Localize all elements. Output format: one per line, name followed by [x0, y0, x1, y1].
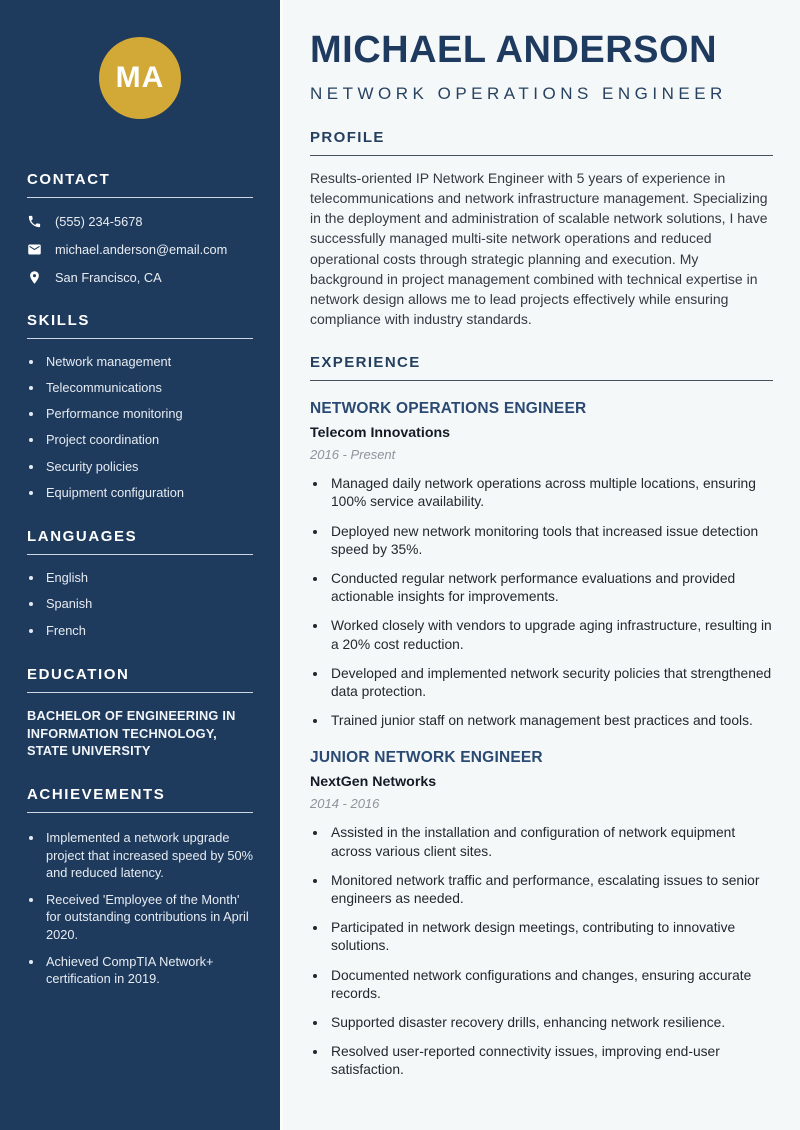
- job-bullet: • Supported disaster recovery drills, enhancing network resilience.: [328, 1014, 773, 1032]
- skill-item: • Project coordination: [44, 432, 253, 449]
- job-bullet-list: [328, 475, 773, 730]
- divider: [27, 338, 253, 339]
- email-value: michael.anderson@email.com: [55, 242, 228, 257]
- skill-item: • Equipment configuration: [44, 485, 253, 502]
- job-company: Telecom Innovations: [310, 425, 451, 442]
- achievement-item: • Received 'Employee of the Month' for outstanding contributions in April 2020.: [44, 891, 253, 943]
- divider: [310, 155, 773, 156]
- divider: [27, 692, 253, 693]
- achievements-section-title: ACHIEVEMENTS: [27, 786, 166, 804]
- experience-section: [310, 354, 773, 1079]
- job-dates: 2016 - Present: [310, 447, 396, 463]
- contact-row-location: [27, 270, 253, 285]
- skill-item: • Performance monitoring: [44, 406, 253, 423]
- job-bullet: • Deployed new network monitoring tools that increased issue detection speed by 35%.: [328, 523, 773, 559]
- job-bullet-list: [328, 824, 773, 1079]
- avatar: [99, 37, 181, 119]
- location-value: San Francisco, CA: [55, 270, 162, 285]
- job-bullet: • Managed daily network operations across multiple locations, ensuring 100% service availability.: [328, 475, 773, 511]
- skills-list: [44, 354, 253, 501]
- education-degree: BACHELOR OF ENGINEERING IN INFORMATION TECHNOLOGY, STATE UNIVERSITY: [27, 708, 236, 758]
- education-section-title: EDUCATION: [27, 666, 130, 684]
- achievements-list: [44, 829, 253, 987]
- sidebar: [0, 0, 283, 1130]
- job-role: NETWORK OPERATIONS ENGINEER: [310, 400, 587, 418]
- language-item: • Spanish: [44, 596, 253, 613]
- job-role: JUNIOR NETWORK ENGINEER: [310, 749, 543, 767]
- job-bullet: • Monitored network traffic and performance, escalating issues to senior engineers as needed.: [328, 872, 773, 908]
- language-item: • French: [44, 623, 253, 640]
- skills-section-title: SKILLS: [27, 312, 90, 329]
- achievement-item: • Achieved CompTIA Network+ certification in 2019.: [44, 953, 253, 988]
- languages-list: [44, 570, 253, 639]
- job-bullet: • Assisted in the installation and configuration of network equipment across various client sites.: [328, 824, 773, 860]
- job-bullet: • Worked closely with vendors to upgrade aging infrastructure, resulting in a 20% cost reduction.: [328, 617, 773, 653]
- job-bullet: • Trained junior staff on network management best practices and tools.: [328, 712, 773, 730]
- profile-section-title: PROFILE: [310, 128, 385, 146]
- skill-item: • Security policies: [44, 459, 253, 476]
- languages-section-title: LANGUAGES: [27, 528, 138, 546]
- contact-row-phone: [27, 214, 253, 229]
- job-bullet: • Conducted regular network performance evaluations and provided actionable insights for improvements.: [328, 570, 773, 606]
- job-entry: [310, 749, 773, 1079]
- candidate-job-title: NETWORK OPERATIONS ENGINEER: [310, 83, 727, 103]
- achievements-section: [27, 786, 253, 987]
- divider: [27, 554, 253, 555]
- education-section: [27, 666, 253, 759]
- job-bullet: • Documented network configurations and changes, ensuring accurate records.: [328, 967, 773, 1003]
- language-item: • English: [44, 570, 253, 587]
- phone-icon: [27, 214, 42, 229]
- skill-item: • Network management: [44, 354, 253, 371]
- divider: [27, 812, 253, 813]
- contact-section-title: CONTACT: [27, 171, 111, 188]
- contact-section: [27, 171, 253, 285]
- profile-section: [310, 129, 773, 329]
- experience-section-title: EXPERIENCE: [310, 354, 421, 372]
- main-content: [283, 0, 800, 1130]
- divider: [27, 197, 253, 198]
- contact-list: [27, 214, 253, 285]
- candidate-name: MICHAEL ANDERSON: [310, 29, 718, 71]
- contact-row-email: [27, 242, 253, 257]
- location-icon: [27, 270, 42, 285]
- avatar-initials: MA: [115, 61, 165, 94]
- job-entry: [310, 400, 773, 730]
- phone-value: (555) 234-5678: [55, 214, 143, 229]
- job-company: NextGen Networks: [310, 774, 437, 791]
- profile-text: Results-oriented IP Network Engineer with 5 years of experience in telecommunications and network infrastructure management. Specializing in the deployment and administration of scalable network solutions, I have successfully managed multi-site network operations and reduced operational costs through strategic planning and execution. My background in project management combined with technical expertise in network design allows me to lead projects effectively while ensuring compliance with industry standards.: [310, 169, 768, 327]
- email-icon: [27, 242, 42, 257]
- languages-section: [27, 528, 253, 639]
- job-bullet: • Developed and implemented network security policies that strengthened data protection.: [328, 665, 773, 701]
- job-dates: 2014 - 2016: [310, 796, 380, 812]
- divider: [310, 380, 773, 381]
- skill-item: • Telecommunications: [44, 380, 253, 397]
- achievement-item: • Implemented a network upgrade project that increased speed by 50% and reduced latency.: [44, 829, 253, 881]
- skills-section: [27, 312, 253, 501]
- job-bullet: • Resolved user-reported connectivity issues, improving end-user satisfaction.: [328, 1043, 773, 1079]
- job-bullet: • Participated in network design meetings, contributing to innovative solutions.: [328, 919, 773, 955]
